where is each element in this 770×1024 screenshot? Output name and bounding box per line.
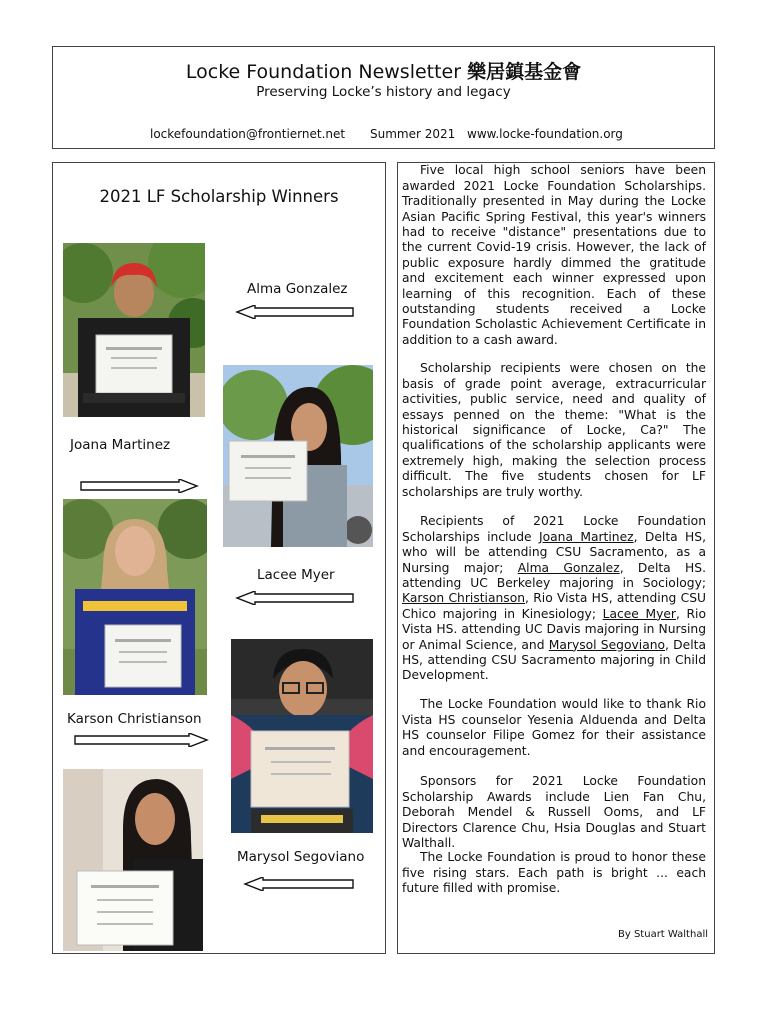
- photo-marysol-segoviano: [63, 769, 203, 951]
- article-column: [397, 162, 715, 954]
- article-paragraph: [402, 850, 706, 896]
- paragraph-text: The Locke Foundation is proud to honor these five rising stars. Each path is bright ... each future filled with promise.: [402, 850, 706, 896]
- winner-name-karson-christianson: Karson Christianson: [67, 711, 202, 727]
- newsletter-header: [52, 46, 715, 149]
- newsletter-title: [53, 57, 714, 84]
- arrow-left-icon: [235, 305, 355, 319]
- recipient-name: Karson Christianson: [402, 591, 526, 606]
- email-address: lockefoundation@frontiernet.net: [150, 127, 346, 141]
- paragraph-text: The Locke Foundation would like to thank Rio Vista HS counselor Yesenia Alduenda and Delta HS counselor Filipe Gomez for their assistance and encouragement.: [402, 697, 706, 758]
- scholarship-winners-panel: [52, 162, 386, 954]
- paragraph-text: , Delta HS, who will be attending CSU Sacramento, as a Nursing major;: [402, 529, 706, 575]
- arrow-right-icon: [79, 479, 199, 493]
- photo-joana-martinez: [63, 243, 205, 417]
- paragraph-text: Five local high school seniors have been awarded 2021 Locke Foundation Scholarships. Traditionally presented in May during the Locke Asian Pacific Spring Festival, this year's winners had to receive "distance" presentations due to the current Covid-19 crisis. However, the lack of public exposure hardly dimmed the gratitude and excitement each winner expressed upon learning of this recognition. Each of these outstanding students received a Locke Foundation Scholastic Achievement Certificate in addition to a cash award.: [402, 163, 706, 347]
- title-chinese: 樂居鎮基金會: [467, 61, 582, 83]
- photo-lacee-myer: [63, 499, 207, 695]
- recipient-name: Joana Martinez: [538, 529, 634, 544]
- paragraph-text: Scholarship recipients were chosen on the basis of grade point average, extracurricular activities, public service, need and quality of essays penned on the theme: "What is the historical significance of Locke, Ca?" The qualifications of the scholarship applicants were extremely high, making the selection process difficult. The five students chosen for LF scholarships are truly worthy.: [402, 361, 706, 499]
- arrow-right-icon: [73, 733, 209, 747]
- photo-alma-gonzalez: [223, 365, 373, 547]
- website-url: www.locke-foundation.org: [467, 127, 623, 141]
- winner-name-marysol-segoviano: Marysol Segoviano: [237, 849, 365, 865]
- article-paragraph: [402, 163, 706, 348]
- article-paragraph: [402, 774, 706, 851]
- article-paragraph: [402, 514, 706, 683]
- article-paragraph: [402, 697, 706, 759]
- photo-karson-christianson: [231, 639, 373, 833]
- recipient-name: Lacee Myer: [602, 606, 676, 621]
- paragraph-text: , Delta HS, attending CSU Sacramento majoring in Child Development.: [402, 637, 706, 683]
- article-paragraph: [402, 361, 706, 500]
- byline: By Stuart Walthall: [618, 929, 708, 940]
- winner-name-lacee-myer: Lacee Myer: [257, 567, 335, 583]
- paragraph-text: Sponsors for 2021 Locke Foundation Scholarship Awards include Lien Fan Chu, Deborah Mendel & Russell Ooms, and LF Directors Clarence Chu, Hsia Douglas and Stuart Walthall.: [402, 774, 706, 850]
- recipient-name: Alma Gonzalez: [517, 560, 620, 575]
- arrow-left-icon: [235, 591, 355, 605]
- paragraph-text: , Rio Vista HS, attending CSU Chico majoring in Kinesiology;: [402, 591, 706, 621]
- paragraph-text: , Rio Vista HS. attending UC Davis majoring in Nursing or Animal Science, and: [402, 606, 706, 652]
- panel-title: 2021 LF Scholarship Winners: [99, 187, 339, 206]
- winner-name-joana-martinez: Joana Martinez: [70, 437, 171, 453]
- paragraph-text: Recipients of 2021 Locke Foundation Scholarships include: [402, 514, 706, 544]
- issue-date: Summer 2021: [370, 127, 456, 141]
- recipient-name: Marysol Segoviano: [548, 637, 666, 652]
- tagline: Preserving Locke’s history and legacy: [256, 84, 511, 100]
- title-english: Locke Foundation Newsletter: [185, 61, 462, 83]
- winner-name-alma-gonzalez: Alma Gonzalez: [247, 281, 348, 297]
- paragraph-text: , Delta HS. attending UC Berkeley majoring in Sociology;: [402, 560, 706, 590]
- arrow-left-icon: [243, 877, 355, 891]
